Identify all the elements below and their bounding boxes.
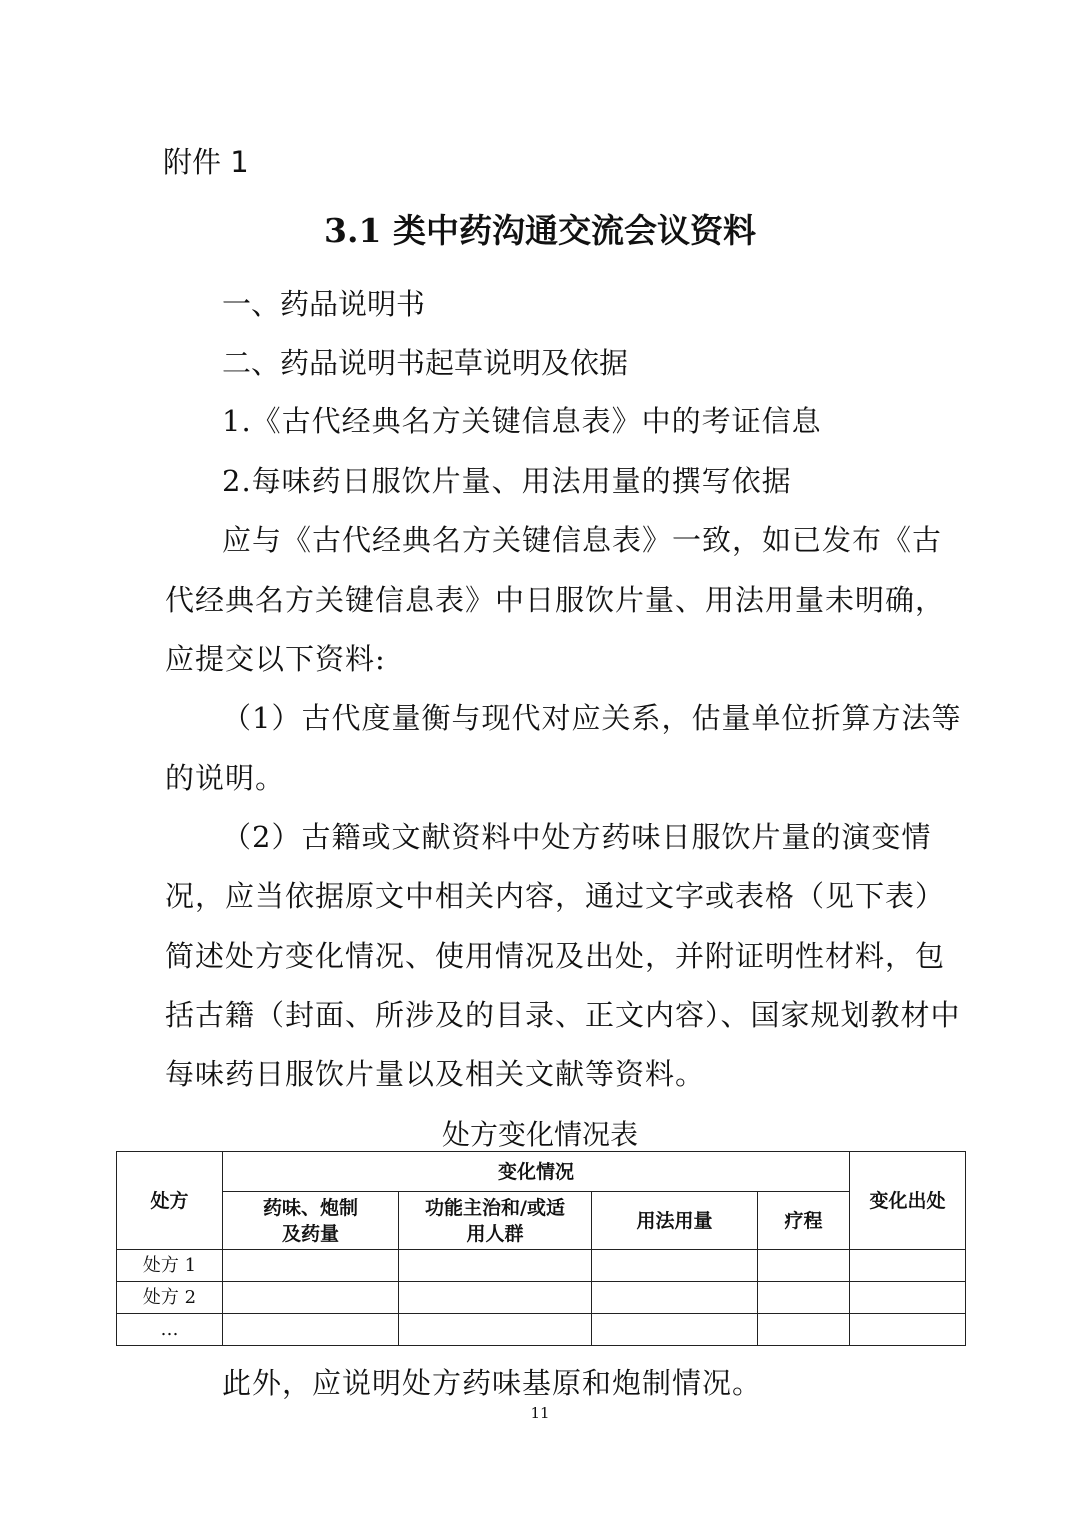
footer-note: 此外，应说明处方药味基原和炮制情况。	[222, 1366, 763, 1400]
item-1: 1.《古代经典名方关键信息表》中的考证信息	[222, 404, 822, 438]
table-cell	[592, 1250, 758, 1282]
table-cell	[399, 1282, 592, 1314]
table-cell	[758, 1314, 850, 1346]
body-line-3: 应提交以下资料:	[165, 642, 386, 676]
table-cell	[758, 1282, 850, 1314]
table-caption: 处方变化情况表	[441, 1118, 638, 1151]
table-cell	[850, 1250, 966, 1282]
row-label: 处方 2	[117, 1282, 223, 1314]
body-line-10: 每味药日服饮片量以及相关文献等资料。	[165, 1057, 706, 1091]
table-cell	[399, 1250, 592, 1282]
item-2: 2.每味药日服饮片量、用法用量的撰写依据	[222, 464, 792, 498]
table-row	[117, 1314, 966, 1346]
table-cell	[223, 1282, 399, 1314]
attachment-label: 附件 1	[163, 145, 249, 179]
table-cell	[758, 1250, 850, 1282]
table-cell	[223, 1250, 399, 1282]
document-title: 3.1 类中药沟通交流会议资料	[324, 211, 756, 250]
table-row	[117, 1250, 966, 1282]
table-cell	[223, 1314, 399, 1346]
body-line-7: 况，应当依据原文中相关内容，通过文字或表格（见下表）	[165, 879, 946, 913]
heading-drafting-basis: 二、药品说明书起草说明及依据	[222, 346, 629, 380]
table-row	[117, 1282, 966, 1314]
header-prescription: 处方	[117, 1152, 223, 1250]
header-changes: 变化情况	[223, 1152, 850, 1192]
subheader-usage: 用法用量	[592, 1192, 758, 1250]
body-line-1: 应与《古代经典名方关键信息表》一致，如已发布《古	[222, 523, 943, 557]
header-source: 变化出处	[850, 1152, 966, 1250]
body-line-5: 的说明。	[165, 761, 286, 795]
body-line-2: 代经典名方关键信息表》中日服饮片量、用法用量未明确，	[165, 583, 946, 617]
body-line-4: （1）古代度量衡与现代对应关系，估量单位折算方法等	[222, 701, 962, 735]
table-cell	[592, 1282, 758, 1314]
table-cell	[850, 1314, 966, 1346]
body-line-8: 简述处方变化情况、使用情况及出处，并附证明性材料，包	[165, 939, 946, 973]
table-cell	[399, 1314, 592, 1346]
body-line-6: （2）古籍或文献资料中处方药味日服饮片量的演变情	[222, 820, 932, 854]
subheader-herbs: 药味、炮制及药量	[223, 1192, 399, 1250]
prescription-change-table	[116, 1151, 966, 1346]
row-label: 处方 1	[117, 1250, 223, 1282]
body-line-9: 括古籍（封面、所涉及的目录、正文内容）、国家规划教材中	[165, 998, 961, 1032]
subheader-function: 功能主治和/或适用人群	[399, 1192, 592, 1250]
page-number: 11	[530, 1404, 550, 1422]
table-cell	[850, 1282, 966, 1314]
row-label: …	[117, 1314, 223, 1346]
heading-drug-label: 一、药品说明书	[222, 287, 426, 321]
table-cell	[592, 1314, 758, 1346]
subheader-course: 疗程	[758, 1192, 850, 1250]
